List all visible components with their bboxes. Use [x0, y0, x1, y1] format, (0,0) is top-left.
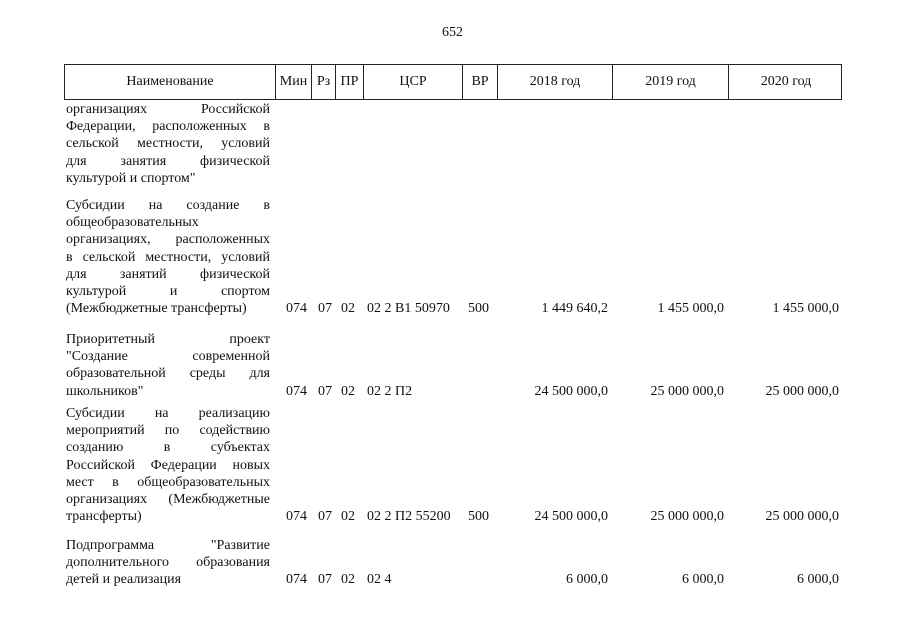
row-name — [66, 331, 270, 400]
row-name-line: Подпрограмма "Развитие — [66, 538, 270, 553]
row-name-line: организациях (Межбюджетные — [66, 492, 270, 508]
header-name: Наименование — [65, 65, 276, 99]
row-name-line: организациях Российской — [66, 102, 270, 117]
cell-y2018: 24 500 000,0 — [534, 383, 608, 399]
cell-y2020: 6 000,0 — [797, 572, 839, 588]
cell-min: 074 — [286, 383, 307, 399]
row-name-line: в сельской местности, условий — [66, 249, 270, 265]
cell-pr: 02 — [341, 383, 355, 399]
table-header — [64, 64, 842, 100]
row-name-line: (Межбюджетные трансферты) — [66, 301, 247, 317]
row-name-line: общеобразовательных — [66, 215, 199, 231]
cell-y2019: 25 000 000,0 — [650, 509, 724, 525]
table-row — [64, 101, 842, 187]
row-name-line: культурой и спортом" — [66, 170, 196, 186]
cell-pr: 02 — [341, 301, 355, 317]
header-vr: ВР — [463, 65, 498, 99]
row-name-line: мероприятий по содействию — [66, 423, 270, 439]
header-rz: Рз — [312, 65, 336, 99]
cell-csr: 02 2 В1 50970 — [367, 301, 450, 317]
table-row — [64, 331, 842, 400]
header-pr: ПР — [336, 65, 364, 99]
row-name-line: трансферты) — [66, 509, 142, 525]
row-name-line: для занятий физической — [66, 266, 270, 282]
table-row — [64, 197, 842, 317]
cell-y2019: 1 455 000,0 — [657, 301, 724, 317]
row-name-line: для занятия физической — [66, 153, 270, 169]
row-name-line: образовательной среды для — [66, 366, 270, 382]
page-number: 652 — [442, 25, 463, 40]
cell-y2018: 24 500 000,0 — [534, 509, 608, 525]
row-name-line: мест в общеобразовательных — [66, 474, 270, 490]
row-name — [66, 537, 270, 589]
cell-y2020: 25 000 000,0 — [765, 383, 839, 399]
cell-vr: 500 — [468, 301, 489, 317]
cell-pr: 02 — [341, 509, 355, 525]
cell-y2019: 25 000 000,0 — [650, 383, 724, 399]
row-name-line: детей и реализация — [66, 572, 182, 588]
cell-min: 074 — [286, 572, 307, 588]
cell-csr: 02 4 — [367, 572, 392, 588]
row-name-line: Субсидии на реализацию — [66, 406, 270, 421]
cell-vr: 500 — [468, 509, 489, 525]
header-2020: 2020 год — [760, 74, 812, 89]
row-name-line: дополнительного образования — [66, 555, 270, 571]
cell-rz: 07 — [318, 509, 332, 525]
cell-csr: 02 2 П2 55200 — [367, 509, 451, 525]
row-name-line: культурой и спортом — [66, 284, 270, 300]
cell-rz: 07 — [318, 383, 332, 399]
table-row — [64, 405, 842, 525]
header-2019: 2019 год — [613, 65, 729, 99]
header-2018: 2018 год — [498, 65, 613, 99]
row-name-line: Российской Федерации новых — [66, 457, 270, 473]
cell-csr: 02 2 П2 — [367, 383, 413, 399]
row-name-line: Субсидии на создание в — [66, 198, 270, 213]
row-name-line: школьников" — [66, 383, 144, 399]
row-name-line: "Создание современной — [66, 349, 270, 365]
row-name-line: созданию в субъектах — [66, 440, 270, 456]
row-name-line: Приоритетный проект — [66, 332, 270, 347]
cell-y2019: 6 000,0 — [682, 572, 724, 588]
cell-y2018: 1 449 640,2 — [541, 301, 608, 317]
cell-rz: 07 — [318, 572, 332, 588]
row-name-line: Федерации, расположенных в — [66, 119, 270, 135]
cell-y2020: 25 000 000,0 — [765, 509, 839, 525]
cell-rz: 07 — [318, 301, 332, 317]
cell-y2018: 6 000,0 — [566, 572, 608, 588]
cell-min: 074 — [286, 301, 307, 317]
row-name — [66, 197, 270, 317]
row-name-line: сельской местности, условий — [66, 136, 270, 152]
cell-y2020: 1 455 000,0 — [772, 301, 839, 317]
cell-pr: 02 — [341, 572, 355, 588]
row-name-line: организациях, расположенных — [66, 232, 270, 248]
row-name — [66, 101, 270, 187]
header-min: Мин — [276, 65, 312, 99]
table-row — [64, 537, 842, 589]
row-name — [66, 405, 270, 525]
cell-min: 074 — [286, 509, 307, 525]
header-csr: ЦСР — [364, 65, 463, 99]
